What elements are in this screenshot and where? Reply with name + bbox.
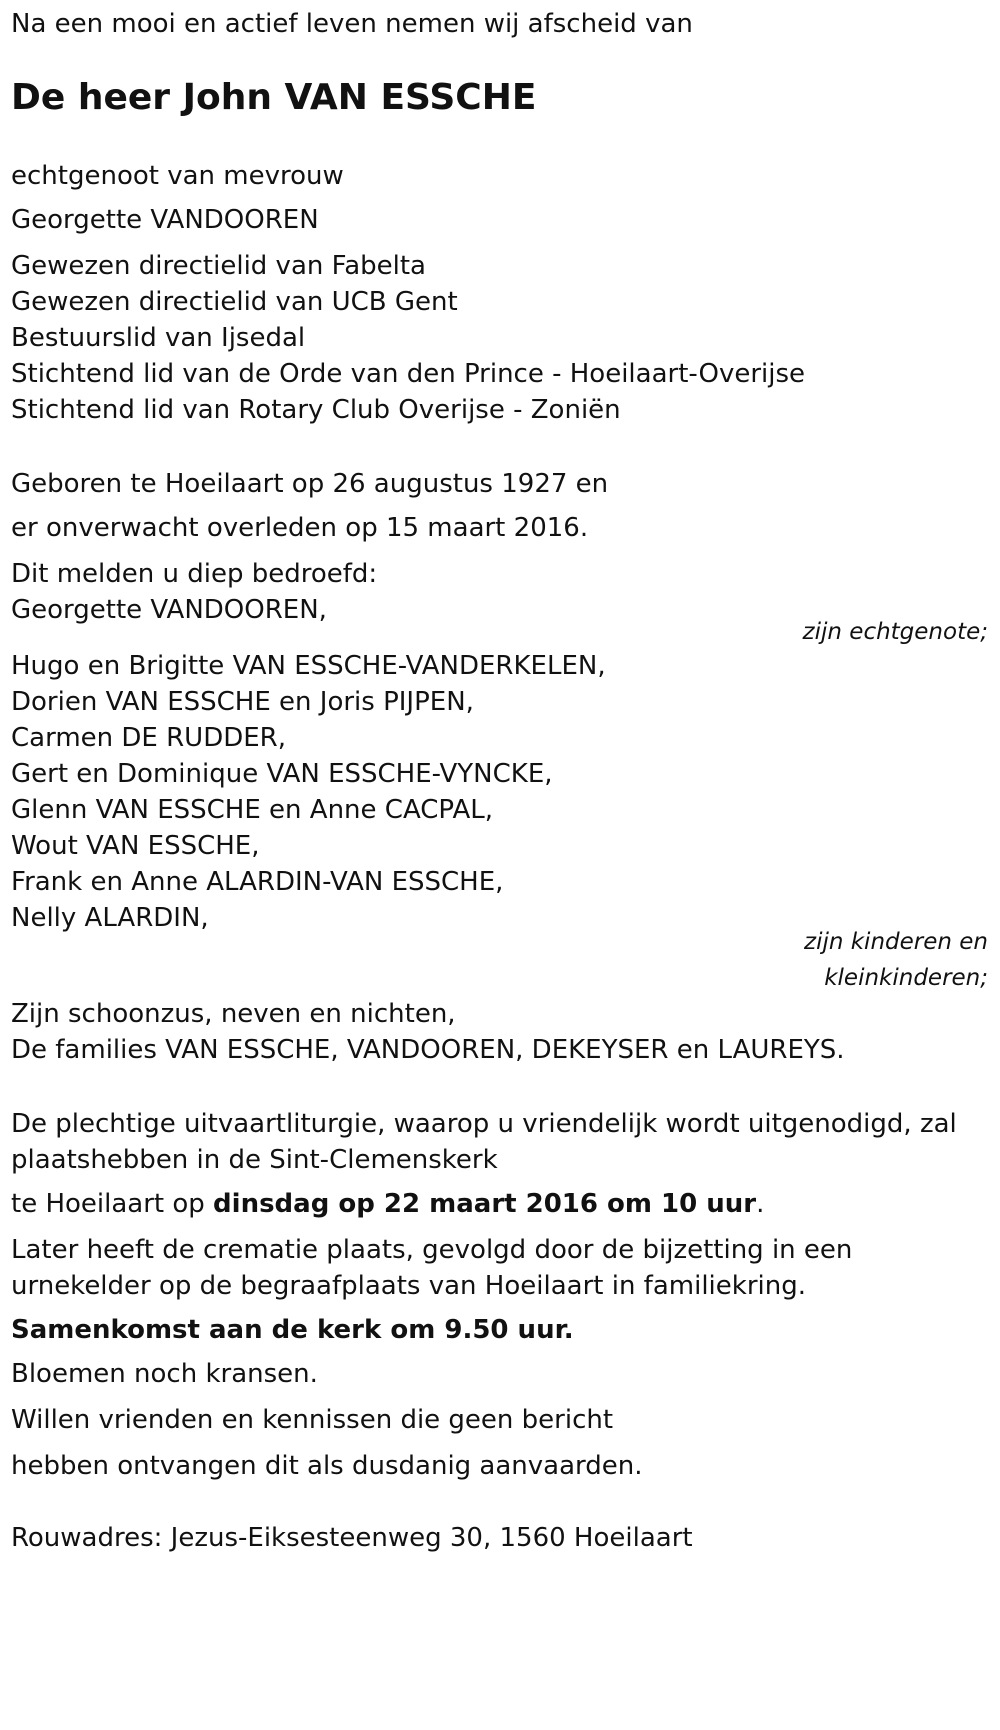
notice-line: Willen vrienden en kennissen die geen bericht (11, 1405, 614, 1435)
announce-text: Dit melden u diep bedroefd: (11, 559, 378, 589)
role-line: Bestuurslid van Ijsedal (11, 323, 306, 353)
role-line: Stichtend lid van de Orde van den Prince - Hoeilaart-Overijse (11, 359, 806, 389)
liturgy-line: De plechtige uitvaartliturgie, waarop u vriendelijk wordt uitgenodigd, zal (11, 1109, 957, 1139)
relatives-line: De families VAN ESSCHE, VANDOOREN, DEKEYSER en LAUREYS. (11, 1035, 845, 1065)
mourner-spouse: Georgette VANDOOREN, (11, 595, 327, 625)
flowers-text: Bloemen noch kransen. (11, 1359, 318, 1389)
mourner-line: Glenn VAN ESSCHE en Anne CACPAL, (11, 795, 493, 825)
liturgy-suffix: . (756, 1189, 765, 1219)
mourner-line: Nelly ALARDIN, (11, 903, 209, 933)
meeting-text: Samenkomst aan de kerk om 9.50 uur. (11, 1315, 574, 1345)
cremation-line: urnekelder op de begraafplaats van Hoeilaart in familiekring. (11, 1271, 806, 1301)
spouse-intro: echtgenoot van mevrouw (11, 161, 344, 191)
deceased-name: De heer John VAN ESSCHE (11, 77, 537, 118)
role-line: Gewezen directielid van Fabelta (11, 251, 426, 281)
mourner-line: Gert en Dominique VAN ESSCHE-VYNCKE, (11, 759, 553, 789)
spouse-name: Georgette VANDOOREN (11, 205, 319, 235)
cremation-line: Later heeft de crematie plaats, gevolgd door de bijzetting in een (11, 1235, 853, 1265)
mourner-line: Carmen DE RUDDER, (11, 723, 286, 753)
died-text: er onverwacht overleden op 15 maart 2016. (11, 513, 589, 543)
intro-text: Na een mooi en actief leven nemen wij afscheid van (11, 9, 693, 39)
liturgy-date-line (11, 1186, 764, 1222)
role-line: Gewezen directielid van UCB Gent (11, 287, 458, 317)
mourner-line: Hugo en Brigitte VAN ESSCHE-VANDERKELEN, (11, 651, 606, 681)
mourner-line: Wout VAN ESSCHE, (11, 831, 260, 861)
children-role: kleinkinderen; (824, 965, 988, 991)
address-text: Rouwadres: Jezus-Eiksesteenweg 30, 1560 Hoeilaart (11, 1523, 693, 1553)
born-text: Geboren te Hoeilaart op 26 augustus 1927 en (11, 469, 609, 499)
children-role: zijn kinderen en (804, 929, 988, 955)
notice-line: hebben ontvangen dit als dusdanig aanvaarden. (11, 1451, 643, 1481)
liturgy-date: dinsdag op 22 maart 2016 om 10 uur (213, 1189, 757, 1219)
relatives-line: Zijn schoonzus, neven en nichten, (11, 999, 456, 1029)
liturgy-prefix: te Hoeilaart op (11, 1189, 214, 1219)
mourner-line: Dorien VAN ESSCHE en Joris PIJPEN, (11, 687, 474, 717)
mourner-spouse-role: zijn echtgenote; (802, 619, 988, 645)
liturgy-line: plaatshebben in de Sint-Clemenskerk (11, 1145, 498, 1175)
role-line: Stichtend lid van Rotary Club Overijse - Zoniën (11, 395, 621, 425)
mourner-line: Frank en Anne ALARDIN-VAN ESSCHE, (11, 867, 504, 897)
